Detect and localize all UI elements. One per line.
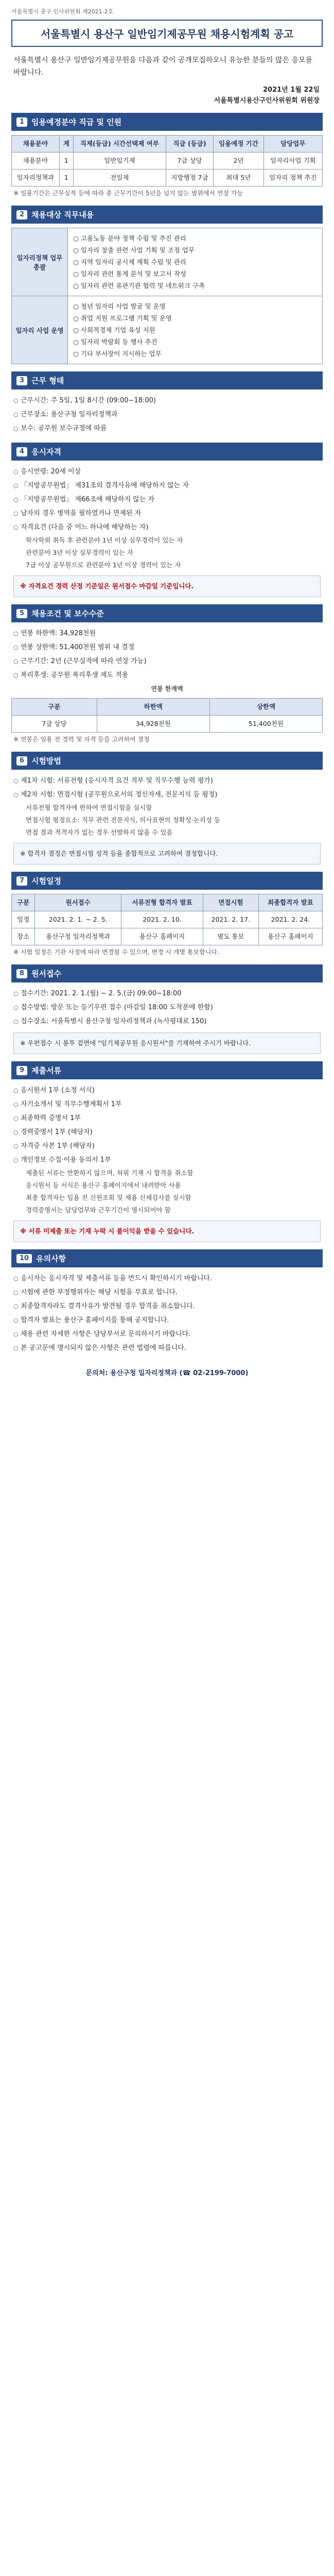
table-row	[12, 716, 323, 733]
duty-body	[68, 228, 322, 296]
sub-item: 서류전형 합격자에 한하여 면접시험을 실시함	[26, 804, 152, 811]
section-number: 6	[16, 756, 27, 766]
section-number: 5	[16, 609, 27, 618]
application-notice: ※ 우편접수 시 봉투 겉면에 "임기제공무원 응시원서"를 기재하여 주시기 바랍니다.	[13, 1032, 321, 1054]
duty-line: ○ 일자리 박람회 등 행사 추진	[73, 338, 157, 346]
section-title: 근무 형태	[31, 376, 64, 385]
section-number: 8	[16, 969, 27, 978]
column-header: 구분	[12, 894, 35, 911]
section-heading	[11, 206, 323, 224]
table-cell: 용산구 홈페이지	[258, 928, 322, 945]
table-cell: 2년	[214, 152, 263, 170]
table-cell: 용산구청 일자리정책과	[35, 928, 121, 945]
duty-body	[68, 296, 322, 364]
list-item: ○ 자격요건 (다음 중 어느 하나에 해당하는 자)	[13, 520, 321, 534]
table-cell: 1	[59, 152, 73, 170]
sub-item: 관련분야 3년 이상 실무경력이 있는 자	[26, 549, 133, 556]
column-header: 면접시험	[203, 894, 258, 911]
list-item: ○ 연봉 하한액: 34,928천원	[13, 626, 321, 640]
list-item: ○ 채용 관련 자세한 사항은 담당부서로 문의하시기 바랍니다.	[13, 1327, 321, 1341]
list-item: ○ 자기소개서 및 직무수행계획서 1부	[13, 1097, 321, 1111]
section-title: 채용조건 및 보수수준	[31, 609, 104, 618]
conditions-list	[13, 626, 321, 682]
section-title: 채용대상 직무내용	[31, 210, 94, 219]
table-cell: 2021. 2. 10.	[121, 911, 203, 928]
table-row	[12, 911, 323, 928]
list-item: ○ 개인정보 수집·이용 동의서 1부	[13, 1153, 321, 1167]
duty-line: ○ 일자리 관련 통계 분석 및 보고서 작성	[73, 270, 186, 278]
list-item: ○ 접수기간: 2021. 2. 1.(월) ~ 2. 5.(금) 09:00~18:00	[13, 987, 321, 1001]
table-cell: 2021. 2. 17.	[203, 911, 258, 928]
list-item: ○ 보수: 공무원 보수규정에 따름	[13, 421, 321, 435]
documents-notice: ※ 서류 미제출 또는 기재 누락 시 불이익을 받을 수 있습니다.	[13, 1221, 321, 1242]
table-cell: 일정	[12, 911, 35, 928]
duty-row	[11, 296, 323, 364]
exam-method-list	[13, 774, 321, 802]
list-item: ○ 시험에 관한 부정행위자는 해당 시험을 무효로 합니다.	[13, 1285, 321, 1299]
section-title: 응시자격	[31, 447, 62, 456]
duty-line: ○ 일자리 창출 관련 사업 기획 및 조정 업무	[73, 246, 195, 254]
duty-line: ○ 지역 일자리 공시제 계획 수립 및 관리	[73, 258, 186, 266]
sub-item: 경력증명서는 담당업무와 근무기간이 명시되어야 함	[26, 1206, 171, 1214]
column-header: 직제(등급) 시간선택제 여부	[73, 135, 166, 152]
list-item: ○ 접수장소: 서울특별시 용산구청 일자리정책과 (녹사평대로 150)	[13, 1014, 321, 1028]
schedule-table	[11, 894, 323, 945]
section-title: 유의사항	[36, 1254, 66, 1263]
section-heading	[11, 371, 323, 389]
column-header: 채용분야	[12, 135, 60, 152]
duty-line: ○ 고용노동 분야 정책 수립 및 추진 관리	[73, 234, 186, 242]
section-note: ※ 임용기간은 근무실적 등에 따라 총 근무기간이 5년을 넘지 않는 범위에서 연장 가능	[13, 190, 243, 197]
section-number: 9	[16, 1066, 27, 1075]
column-header: 임용예정 기간	[214, 135, 263, 152]
column-header: 계	[59, 135, 73, 152]
table-cell: 일반임기제	[73, 152, 166, 170]
list-item: ○ 복리후생: 공무원 복리후생 제도 적용	[13, 668, 321, 682]
table-cell: 일자리정책과	[12, 170, 60, 187]
table-cell: 51,400천원	[209, 716, 322, 733]
section-number: 10	[16, 1254, 32, 1263]
duty-line: ○ 청년 일자리 사업 발굴 및 운영	[73, 302, 166, 310]
section-note: ※ 연봉은 임용 전 경력 및 자격 등을 고려하여 결정	[13, 736, 150, 743]
list-item: ○ 최종학력 증명서 1부	[13, 1111, 321, 1125]
list-item: ○ 응시원서 1부 (소정 서식)	[13, 1083, 321, 1097]
column-header: 원서접수	[35, 894, 121, 911]
column-header: 서류전형 합격자 발표	[121, 894, 203, 911]
list-item: ○ 제2차 시험: 면접시험 (공무원으로서의 정신자세, 전문지식 등 평정)	[13, 788, 321, 802]
section-precautions	[11, 1249, 323, 1377]
list-item: ○ 응시자는 응시자격 및 제출서류 등을 반드시 확인하시기 바랍니다.	[13, 1272, 321, 1285]
duty-line: ○ 사회적경제 기업 육성 지원	[73, 326, 155, 334]
positions-table	[11, 135, 323, 187]
top-note: 서울특별시 중구 인사위원회 제2021-2호	[11, 8, 114, 15]
section-number: 4	[16, 447, 27, 456]
sub-item: 제출된 서류는 반환하지 않으며, 허위 기재 시 합격을 취소함	[26, 1169, 194, 1177]
table-cell: 7급 상당	[166, 152, 213, 170]
table-cell: 7급 상당	[12, 716, 97, 733]
section-heading	[11, 113, 323, 131]
list-item: ○ 합격자 발표는 용산구 홈페이지를 통해 공지합니다.	[13, 1313, 321, 1327]
exam-method-notice: ※ 합격자 결정은 면접시험 성적 등을 종합적으로 고려하여 결정합니다.	[13, 843, 321, 865]
table-cell: 채용분야	[12, 152, 60, 170]
table-cell: 34,928천원	[97, 716, 209, 733]
duty-line: ○ 일자리 관련 유관기관 협력 및 네트워크 구축	[73, 282, 205, 290]
list-item: ○ 「지방공무원법」 제31조의 결격사유에 해당하지 않는 자	[13, 479, 321, 493]
salary-table	[11, 698, 323, 733]
section-heading	[11, 443, 323, 461]
table-cell: 2021. 2. 24.	[258, 911, 322, 928]
eligibility-notice: ※ 자격요건 경력 산정 기준일은 원서접수 마감일 기준입니다.	[13, 575, 321, 597]
table-row	[12, 152, 323, 170]
table-cell: 2021. 2. 1. ~ 2. 5.	[35, 911, 121, 928]
table-cell: 별도 통보	[203, 928, 258, 945]
sub-item: 학사학위 취득 후 관련분야 1년 이상 실무경력이 있는 자	[26, 536, 183, 544]
column-header: 담당업무	[263, 135, 322, 152]
list-item: ○ 응시연령: 20세 이상	[13, 465, 321, 479]
list-item: ○ 「지방공무원법」 제66조에 해당하지 않는 자	[13, 493, 321, 506]
column-header: 직급 (등급)	[166, 135, 213, 152]
column-header: 상한액	[209, 699, 322, 716]
work-type-list	[13, 394, 321, 435]
duty-line: ○ 기타 부서장이 지시하는 업무	[73, 350, 162, 358]
sub-item: 7급 이상 공무원으로 관련분야 1년 이상 경력이 있는 자	[26, 561, 181, 569]
section-application	[11, 964, 323, 1054]
section-documents	[11, 1061, 323, 1242]
table-cell: 일자리사업 기획	[263, 152, 322, 170]
list-item: ○ 접수방법: 방문 또는 등기우편 접수 (마감일 18:00 도착분에 한함)	[13, 1001, 321, 1014]
list-item: ○ 자격증 사본 1부 (해당자)	[13, 1139, 321, 1153]
section-work-type	[11, 371, 323, 435]
table-cell: 용산구 홈페이지	[121, 928, 203, 945]
list-item: ○ 경력증명서 1부 (해당자)	[13, 1125, 321, 1139]
table-cell: 일자리 정책 추진	[263, 170, 322, 187]
table-cell: 1	[59, 170, 73, 187]
section-heading	[11, 1249, 323, 1267]
duty-row	[11, 228, 323, 296]
section-number: 7	[16, 876, 27, 886]
sub-item: 최종 합격자는 임용 전 신원조회 및 채용 신체검사를 실시함	[26, 1194, 191, 1201]
documents-list	[13, 1083, 321, 1167]
section-heading	[11, 964, 323, 982]
column-header: 구분	[12, 699, 97, 716]
section-title: 시험일정	[31, 876, 62, 886]
list-item: ○ 제1차 시험: 서류전형 (응시자격 요건 적부 및 직무수행 능력 평가)	[13, 774, 321, 788]
section-conditions	[11, 604, 323, 744]
column-header: 하한액	[97, 699, 209, 716]
inquiry-contact: 문의처: 용산구청 일자리정책과 (☎ 02-2199-7000)	[85, 1369, 249, 1377]
table-cell: 전일제	[73, 170, 166, 187]
section-positions	[11, 113, 323, 198]
salary-table-title: 연봉 한계액	[151, 685, 183, 692]
notice-date: 2021년 1월 22일	[262, 86, 320, 94]
list-item: ○ 근무시간: 주 5일, 1일 8시간 (09:00~18:00)	[13, 394, 321, 408]
section-eligibility	[11, 443, 323, 597]
table-row	[12, 928, 323, 945]
table-cell: 최대 5년	[214, 170, 263, 187]
section-number: 3	[16, 376, 27, 385]
application-list	[13, 987, 321, 1028]
duty-line: ○ 취업 지원 프로그램 기획 및 운영	[73, 314, 172, 322]
section-title: 임용예정분야 직급 및 인원	[31, 117, 122, 127]
section-number: 2	[16, 210, 27, 219]
section-schedule	[11, 872, 323, 957]
section-note: ※ 시험 일정은 기관 사정에 따라 변경될 수 있으며, 변경 시 개별 통보합니다.	[13, 948, 219, 956]
table-cell: 장소	[12, 928, 35, 945]
notice-title: 서울특별시 용산구 일반임기제공무원 채용시험계획 공고	[11, 20, 323, 47]
precautions-list	[13, 1272, 321, 1355]
list-item: ○ 본 공고문에 명시되지 않은 사항은 관련 법령에 따릅니다.	[13, 1341, 321, 1355]
table-cell: 지방행정 7급	[166, 170, 213, 187]
section-title: 원서접수	[31, 969, 62, 978]
list-item: ○ 남자의 경우 병역을 필하였거나 면제된 자	[13, 506, 321, 520]
section-title: 시험방법	[31, 756, 62, 766]
section-heading	[11, 872, 323, 890]
duties-block	[11, 228, 323, 364]
sub-item: 응시원서 등 서식은 용산구 홈페이지에서 내려받아 사용	[26, 1181, 181, 1189]
intro-text: 서울특별시 용산구 일반임기제공무원을 다음과 같이 공개모집하오니 유능한 분들의 많은 응모를 바랍니다.	[13, 56, 313, 77]
column-header: 최종합격자 발표	[258, 894, 322, 911]
duty-label: 일자리정책 업무 총괄	[12, 228, 68, 296]
issuing-organization: 서울특별시용산구인사위원회 위원장	[214, 97, 320, 105]
duty-label: 일자리 사업 운영	[12, 296, 68, 364]
sub-item: 면접시험 평정요소: 직무 관련 전문지식, 의사표현의 정확성·논리성 등	[26, 816, 221, 824]
section-exam-method	[11, 752, 323, 865]
section-heading	[11, 1061, 323, 1079]
list-item: ○ 최종합격자라도 결격사유가 발견될 경우 합격을 취소합니다.	[13, 1299, 321, 1313]
section-title: 제출서류	[31, 1066, 62, 1075]
section-duties	[11, 206, 323, 364]
table-row	[12, 170, 323, 187]
section-heading	[11, 752, 323, 770]
sub-item: 면접 결과 적격자가 없는 경우 선발하지 않을 수 있음	[26, 828, 173, 836]
section-number: 1	[16, 117, 27, 127]
list-item: ○ 근무기간: 2년 (근무실적에 따라 연장 가능)	[13, 654, 321, 668]
section-heading	[11, 604, 323, 622]
list-item: ○ 연봉 상한액: 51,400천원 범위 내 결정	[13, 640, 321, 654]
eligibility-list	[13, 465, 321, 534]
list-item: ○ 근무장소: 용산구청 일자리정책과	[13, 408, 321, 421]
